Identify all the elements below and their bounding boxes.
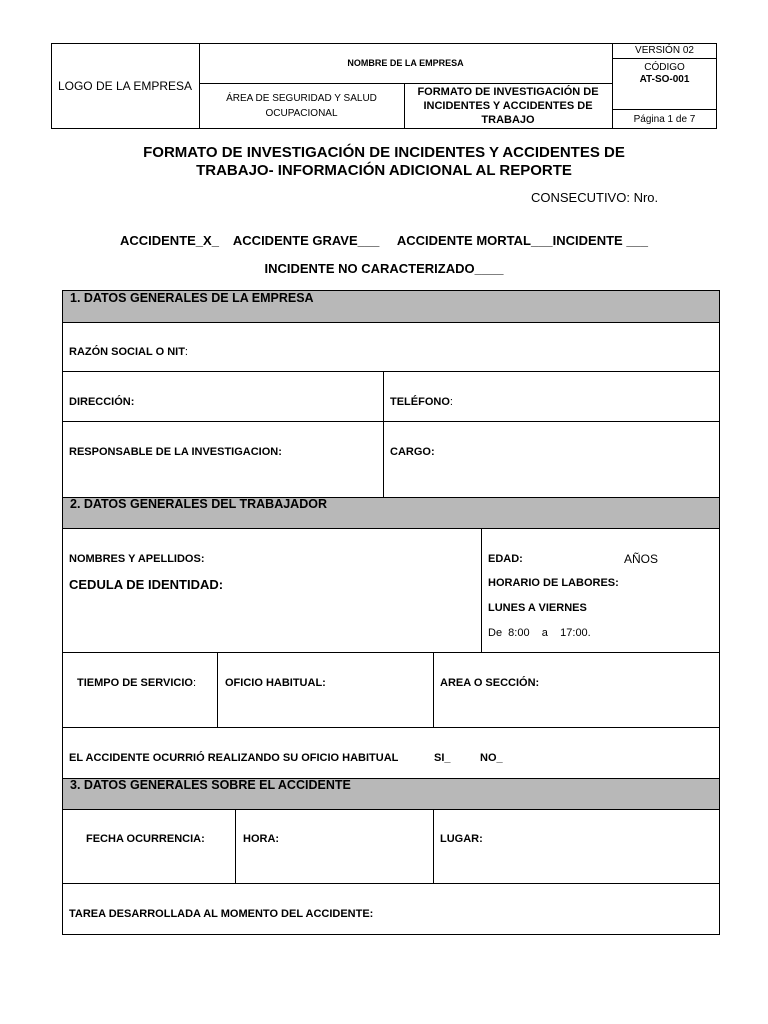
nombres-label: NOMBRES Y APELLIDOS: — [69, 553, 205, 565]
direccion-label: DIRECCIÓN: — [69, 396, 135, 408]
header-divider — [404, 83, 405, 129]
cedula-label: CEDULA DE IDENTIDAD: — [69, 577, 224, 592]
col-divider — [433, 652, 434, 727]
section-2-title: 2. DATOS GENERALES DEL TRABAJADOR — [70, 497, 327, 511]
code-cell — [612, 59, 717, 109]
responsable-label: RESPONSABLE DE LA INVESTIGACION: — [69, 446, 282, 458]
document-title — [0, 144, 768, 180]
dias-label: LUNES A VIERNES — [488, 602, 587, 614]
page-number: Página 1 de 7 — [633, 113, 696, 125]
area-name — [199, 83, 404, 129]
row-divider — [62, 322, 720, 323]
horario-label: HORARIO DE LABORES: — [488, 577, 619, 589]
row-divider — [62, 883, 720, 884]
anos-label: AÑOS — [624, 552, 659, 566]
ocurrio-label: EL ACCIDENTE OCURRIÓ REALIZANDO SU OFICIO HABITUAL — [69, 752, 399, 764]
horas-value: De 8:00 a 17:00. — [488, 627, 591, 639]
col-divider — [433, 809, 434, 883]
section-3-header — [63, 778, 719, 809]
row-divider — [62, 727, 720, 728]
version: VERSIÓN 02 — [635, 45, 694, 56]
edad-label: EDAD: — [488, 553, 523, 565]
section-2-header — [63, 497, 719, 528]
classification-line-2: INCIDENTE NO CARACTERIZADO____ — [264, 261, 504, 276]
col-divider — [235, 809, 236, 883]
razon-social-label: RAZÓN SOCIAL O NIT: — [69, 346, 188, 358]
col-divider — [383, 371, 384, 497]
col-divider — [217, 652, 218, 727]
consecutive-number: CONSECUTIVO: Nro. — [531, 190, 659, 205]
area-line-1: ÁREA DE SEGURIDAD Y SALUD — [226, 93, 377, 104]
classification-line-1: ACCIDENTE_X_ ACCIDENTE GRAVE___ ACCIDENTE MORTAL___INCIDENTE ___ — [119, 233, 649, 248]
section-3-title: 3. DATOS GENERALES SOBRE EL ACCIDENTE — [70, 778, 351, 792]
tiempo-servicio-label: TIEMPO DE SERVICIO: — [77, 677, 196, 689]
oficio-label: OFICIO HABITUAL: — [225, 677, 326, 689]
row-divider — [62, 778, 720, 779]
company-name: NOMBRE DE LA EMPRESA — [347, 58, 464, 68]
cargo-label: CARGO: — [390, 446, 435, 458]
area-line-2: OCUPACIONAL — [265, 108, 338, 119]
telefono-label: TELÉFONO: — [390, 396, 453, 408]
code-label: CÓDIGO — [644, 62, 685, 73]
row-divider — [62, 809, 720, 810]
code-value: AT-SO-001 — [639, 74, 690, 85]
row-divider — [62, 528, 720, 529]
row-divider — [62, 371, 720, 372]
si-option: SI_ — [434, 752, 451, 764]
title-line-1: FORMATO DE INVESTIGACIÓN DE INCIDENTES Y ACCIDENTES DE — [143, 144, 625, 161]
row-divider — [62, 421, 720, 422]
col-divider — [481, 528, 482, 652]
lugar-label: LUGAR: — [440, 833, 483, 845]
row-divider — [62, 652, 720, 653]
format-title: FORMATO DE INVESTIGACIÓN DE INCIDENTES Y ACCIDENTES DE TRABAJO — [417, 86, 599, 126]
no-option: NO_ — [480, 752, 503, 764]
section-1-title: 1. DATOS GENERALES DE LA EMPRESA — [70, 291, 314, 305]
area-seccion-label: AREA O SECCIÓN: — [440, 677, 540, 689]
fecha-label: FECHA OCURRENCIA: — [86, 833, 205, 845]
hora-label: HORA: — [243, 833, 280, 845]
row-divider — [62, 497, 720, 498]
section-1-header — [63, 291, 719, 322]
tarea-label: TAREA DESARROLLADA AL MOMENTO DEL ACCIDENTE: — [69, 908, 374, 920]
logo-placeholder: LOGO DE LA EMPRESA — [57, 79, 193, 93]
title-line-2: TRABAJO- INFORMACIÓN ADICIONAL AL REPORTE — [196, 162, 572, 179]
